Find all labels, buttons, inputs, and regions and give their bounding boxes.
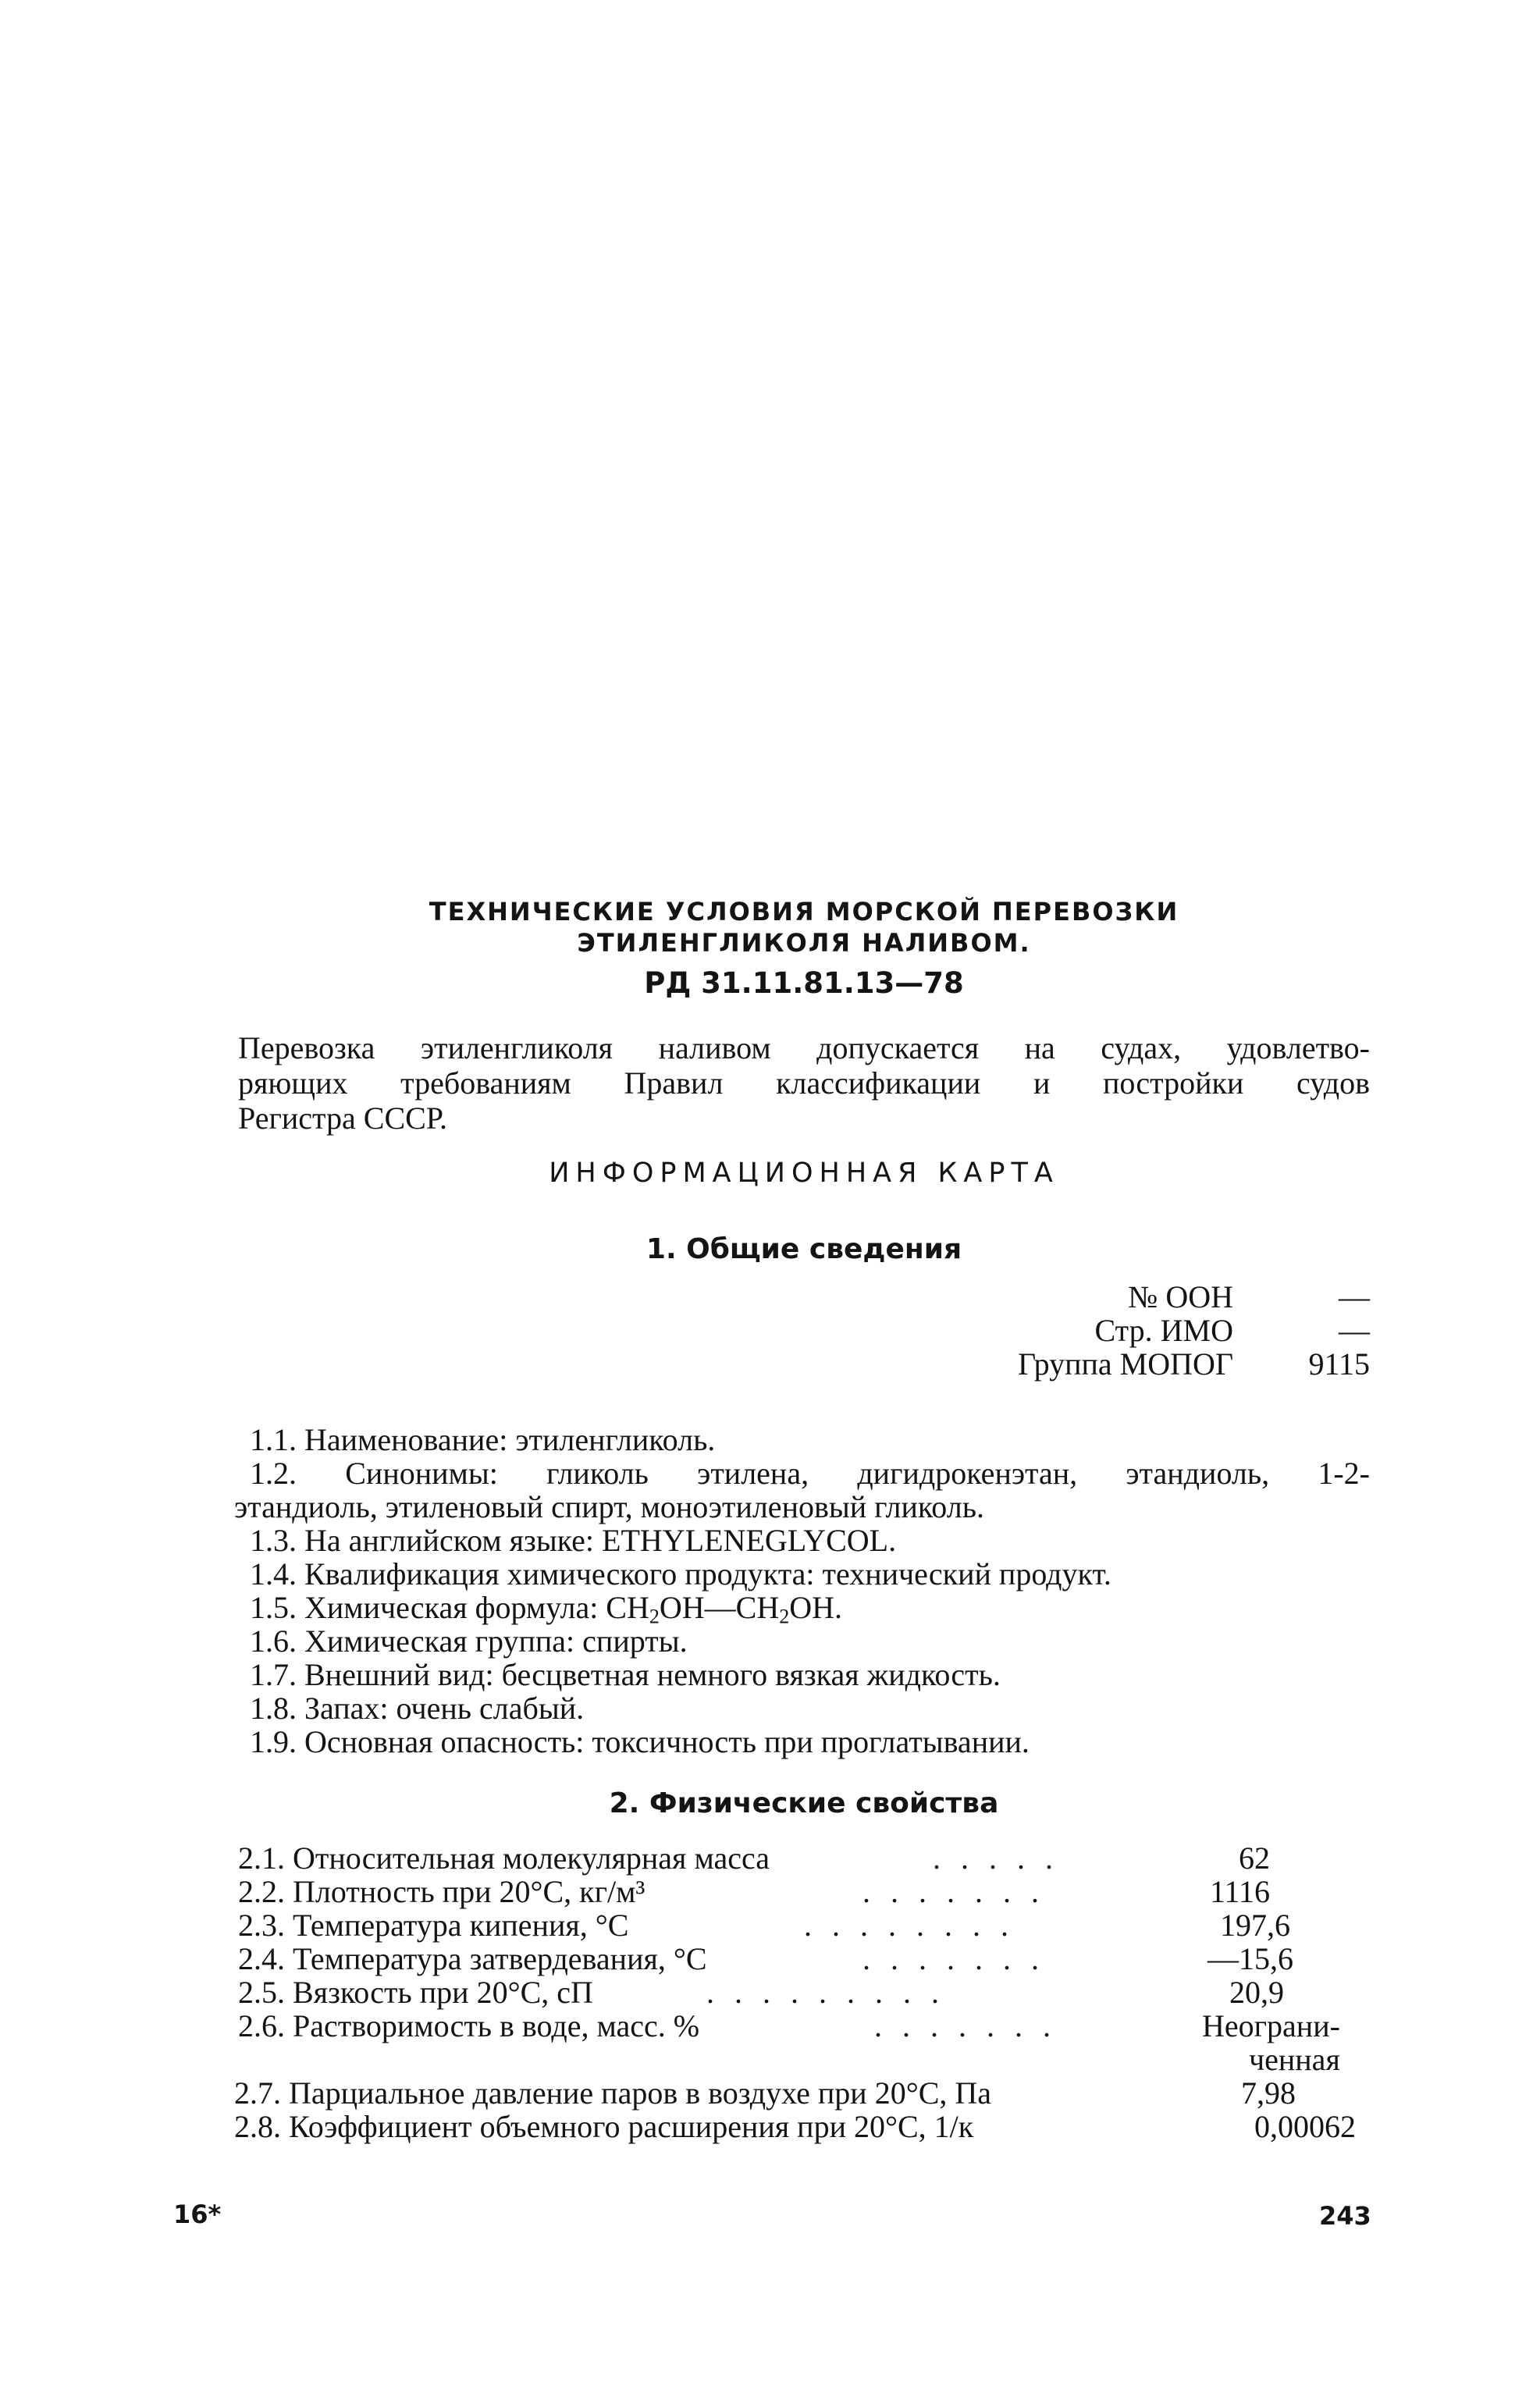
property-value: —15,6 xyxy=(1207,1941,1293,1976)
list-item: 1.2. Синонимы: гликоль этилена, дигидрокенэтан, этандиоль, 1-2- xyxy=(250,1456,1370,1491)
signature-mark: 16* xyxy=(173,2200,222,2229)
property-leader-dots: . . . . . xyxy=(933,1840,1059,1876)
property-value: 7,98 xyxy=(1241,2075,1296,2111)
property-leader-dots: . . . . . . . . xyxy=(804,1908,1015,1943)
identifier-row xyxy=(820,1314,1370,1347)
general-info-list xyxy=(234,1423,1370,1759)
list-item-continuation: этандиоль, этиленовый спирт, моноэтиленовый гликоль. xyxy=(234,1489,984,1524)
intro-paragraph xyxy=(238,1030,1370,1136)
property-value: 197,6 xyxy=(1220,1908,1290,1943)
property-value: 1116 xyxy=(1210,1874,1271,1909)
property-row xyxy=(234,2075,1370,2111)
identifier-label: № ООН xyxy=(1128,1279,1233,1314)
property-row-continuation xyxy=(238,2043,1370,2076)
property-row xyxy=(238,1908,1370,1942)
property-value: 62 xyxy=(1239,1840,1270,1876)
intro-line: ряющих требованиям Правил классификации и постройки судов xyxy=(238,1065,1370,1101)
property-row xyxy=(238,1976,1370,2009)
property-label: 2.4. Температура затвердевания, °C xyxy=(238,1941,707,1976)
intro-line: Перевозка этиленгликоля наливом допускается на судах, удовлетво- xyxy=(238,1030,1370,1065)
identifier-value: — xyxy=(1339,1313,1370,1348)
formula-subscript: 2 xyxy=(779,1605,790,1628)
property-row xyxy=(238,1841,1370,1875)
identifier-value: — xyxy=(1339,1279,1370,1314)
property-value: 0,00062 xyxy=(1254,2109,1356,2144)
info-card-title: ИНФОРМАЦИОННАЯ КАРТА xyxy=(549,1158,1059,1189)
property-row xyxy=(238,1942,1370,1976)
list-item-formula xyxy=(234,1590,1370,1628)
list-item: 1.6. Химическая группа: спирты. xyxy=(250,1623,688,1659)
property-value: 20,9 xyxy=(1229,1975,1284,2010)
page-number: 243 xyxy=(1319,2201,1371,2231)
property-label: 2.8. Коэффициент объемного расширения при 20°C, 1/к xyxy=(234,2109,974,2144)
property-label: 2.5. Вязкость при 20°C, сП xyxy=(238,1975,593,2010)
identifier-label: Группа МОПОГ xyxy=(1018,1346,1233,1382)
list-item: 1.1. Наименование: этиленгликоль. xyxy=(250,1422,716,1457)
formula-suffix: OH. xyxy=(789,1590,842,1625)
property-value: Неограни- xyxy=(1202,2008,1340,2043)
list-item: 1.4. Квалификация химического продукта: технический продукт. xyxy=(250,1556,1111,1591)
section-2-title: 2. Физические свойства xyxy=(609,1787,999,1819)
property-value-continuation: ченная xyxy=(1249,2042,1340,2077)
formula-subscript: 2 xyxy=(649,1605,660,1628)
identifier-row xyxy=(820,1280,1370,1314)
document-code: РД 31.11.81.13—78 xyxy=(644,966,964,1000)
property-leader-dots: . . . . . . . . . xyxy=(706,1975,945,2010)
identifier-row xyxy=(820,1347,1370,1381)
property-label: 2.3. Температура кипения, °C xyxy=(238,1908,629,1943)
identifiers-block xyxy=(820,1280,1370,1381)
list-item: 1.3. На английском языке: ETHYLENEGLYCOL. xyxy=(250,1523,897,1558)
document-title-line-1: ТЕХНИЧЕСКИЕ УСЛОВИЯ МОРСКОЙ ПЕРЕВОЗКИ xyxy=(429,897,1179,926)
list-item: 1.7. Внешний вид: бесцветная немного вязкая жидкость. xyxy=(250,1657,1001,1692)
property-leader-dots: . . . . . . . xyxy=(874,2008,1057,2043)
intro-line: Регистра СССР. xyxy=(238,1101,448,1136)
list-item: 1.8. Запах: очень слабый. xyxy=(250,1691,585,1726)
property-label: 2.2. Плотность при 20°C, кг/м³ xyxy=(238,1874,646,1909)
property-label: 2.1. Относительная молекулярная масса xyxy=(238,1840,770,1876)
property-leader-dots: . . . . . . . xyxy=(862,1941,1045,1976)
physical-properties-list xyxy=(234,1840,1370,2144)
identifier-label: Стр. ИМО xyxy=(1094,1313,1233,1348)
section-1-title: 1. Общие сведения xyxy=(646,1233,962,1265)
list-item: 1.9. Основная опасность: токсичность при проглатывании. xyxy=(250,1724,1030,1759)
property-row xyxy=(234,2109,1370,2144)
property-leader-dots: . . . . . . . xyxy=(862,1874,1045,1909)
property-label: 2.7. Парциальное давление паров в воздухе при 20°C, Па xyxy=(234,2075,992,2111)
property-row xyxy=(238,2009,1370,2043)
formula-prefix: 1.5. Химическая формула: CH xyxy=(250,1590,649,1625)
property-label: 2.6. Растворимость в воде, масс. % xyxy=(238,2008,700,2043)
property-row xyxy=(238,1875,1370,1908)
formula-middle: OH—CH xyxy=(659,1590,780,1625)
identifier-value: 9115 xyxy=(1308,1346,1370,1382)
document-title-line-2: ЭТИЛЕНГЛИКОЛЯ НАЛИВОМ. xyxy=(577,928,1031,958)
